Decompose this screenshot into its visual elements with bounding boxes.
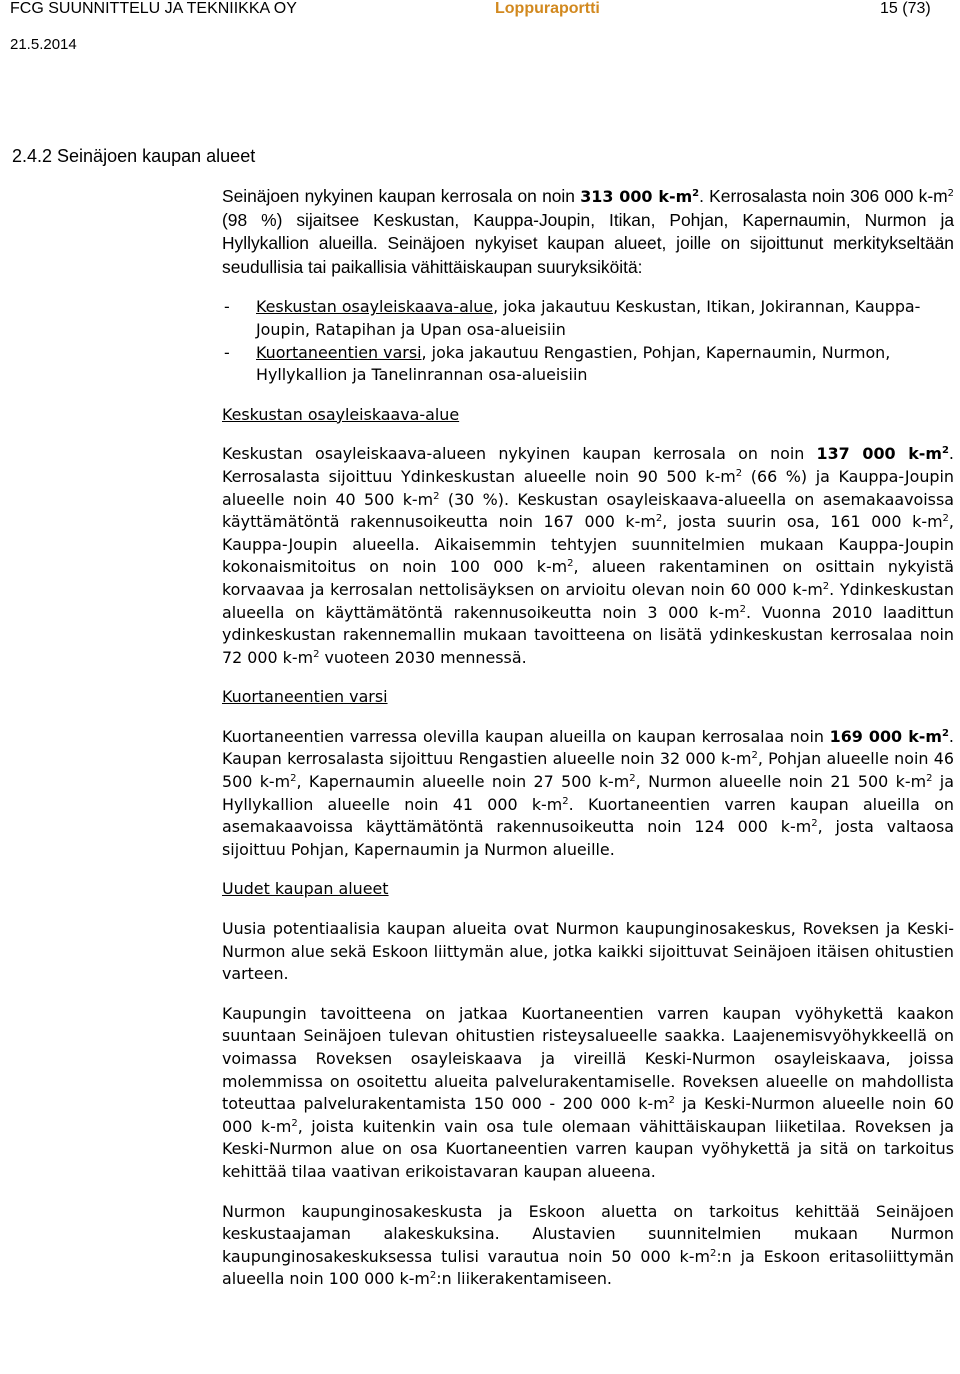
text: . Ydinkeskustan alueella on käyttämätöntä rakennusoikeutta noin 3 000 k-m [222,579,954,622]
superscript: 2 [735,467,743,479]
area-link-keskusta[interactable]: Keskustan osayleiskaava-alue [256,297,494,317]
keskusta-heading: Keskustan osayleiskaava-alue [222,404,460,424]
superscript: 2 [692,188,700,199]
superscript: 2 [562,795,569,807]
list-item-text: , joka jakautuu Keskustan, Itikan, Jokirannan, Kauppa-Joupin, Ratapihan ja Upan osa-alueisiin [256,297,921,339]
superscript: 2 [629,773,636,785]
uudet-paragraph-2 [222,1003,954,1184]
kuortane-heading: Kuortaneentien varsi [222,687,388,707]
text: :n liikerakentamiseen. [436,1269,612,1289]
superscript: 2 [822,580,830,592]
text: ja Keski-Nurmon alueelle noin 60 000 k-m [222,1094,954,1136]
text: ja Hyllykallion alueelle noin 41 000 k-m [222,772,954,814]
superscript: 2 [926,773,933,785]
superscript: 2 [811,818,818,830]
superscript: 2 [290,773,297,785]
superscript: 2 [567,558,574,570]
text: Kaupungin tavoitteena on jatkaa Kuortaneentien varren kaupan vyöhykettä kaakon suuntaan Seinäjoen tulevan ohitustien risteysalueelle saakka. Laajenemisvyöhykkeellä on voimassa Roveksen osayleiskaava ja vireillä Keski-Nurmon osayleiskaava, joissa molemmissa on osoitettu alueita palvelurakentamiselle. Roveksen alueelle on mahdollista toteuttaa palvelurakentamista 150 000 - 200 000 k-m [222,1003,954,1114]
intro-text: (98 %) sijaitsee Keskustan, Kauppa-Joupin, Itikan, Pohjan, Kapernaumin, Nurmon ja Hyllykallion alueilla. [222,209,954,254]
superscript: 2 [291,1117,298,1129]
uudet-paragraph-3 [222,1201,954,1291]
superscript: 2 [942,513,949,525]
list-dash: - [224,297,230,317]
superscript: 2 [941,445,949,457]
list-item [222,342,954,387]
text: , Kauppa-Joupin alueella. Aikaisemmin tehtyjen suunnitelmien mukaan Kauppa-Joupin kokonaismitoitus on noin 100 000 k-m [222,512,954,577]
list-dash: - [224,342,230,362]
kuortane-total-area: 169 000 k-m [829,726,942,746]
list-item [222,296,954,341]
intro-total-area: 313 000 k-m [580,187,693,206]
text: , Nurmon alueelle noin 21 500 k-m [635,772,927,792]
intro-text: . Kerrosalasta noin 306 000 k-m [699,186,948,206]
kuortane-paragraph [222,726,954,862]
superscript: 2 [941,727,949,739]
superscript: 2 [947,188,954,199]
text: , Kapernaumin alueelle noin 27 500 k-m [296,772,630,792]
text: Kuortaneentien varressa olevilla kaupan alueilla on kaupan kerrosalaa noin [222,726,830,746]
area-link-kuortane[interactable]: Kuortaneentien varsi [256,342,422,362]
text: . Vuonna 2010 laadittun ydinkeskustan rakennemallin mukaan tavoitteena on lisätä ydinkeskustan kerrosalaa noin 72 000 k-m [222,602,954,667]
area-list [222,296,954,386]
superscript: 2 [739,603,746,615]
text: , Pohjan alueelle noin 46 500 k-m [222,749,954,792]
list-item-text: , joka jakautuu Rengastien, Pohjan, Kapernaumin, Nurmon, Hyllykallion ja Tanelinrannan osa-alueisiin [256,342,891,385]
intro-paragraph [222,185,954,279]
header-page-number: 15 (73) [880,0,931,17]
uudet-paragraph-1: Uusia potentiaalisia kaupan alueita ovat Nurmon kaupunginosakeskus, Roveksen ja Keski-Nurmon alue sekä Eskoon liittymän alue, jotka kaikki sijoittuvat Seinäjoen itäisen ohitustien varteen. [222,919,954,984]
text: , joista kuitenkin vain osa tule olemaan vähittäiskaupan liiketilaa. Roveksen ja Keski-Nurmon alue on osa Kuortaneentien varren kaupan vyöhykettä ja sitä on tarkoitus kehittää tilaa vaativan erikoistavaran kaupan alueena. [222,1116,954,1181]
text: . Kaupan kerrosalasta sijoittuu Rengastien alueelle noin 32 000 k-m [222,726,954,769]
section-heading: 2.4.2 Seinäjoen kaupan alueet [12,146,256,166]
text: (30 %). Keskustan osayleiskaava-alueella on asemakaavoissa käyttämätöntä rakennusoikeutta noin 167 000 k-m [222,489,954,532]
text: . Kerrosalasta sijoittuu Ydinkeskustan alueelle noin 90 500 k-m [222,444,954,486]
text: , alueen rakentaminen on osittain nykyistä korvaavaa ja kerrosalan nettolisäyksen on arvioitu olevan noin 60 000 k-m [222,557,955,599]
text: vuoteen 2030 mennessä. [319,647,527,667]
superscript: 2 [433,490,440,502]
document-body [222,185,954,1291]
text: , josta suurin osa, 161 000 k-m [662,512,943,532]
text: :n ja Eskoon eritasoliittymän alueella noin 100 000 k-m [222,1246,954,1289]
header-date: 21.5.2014 [10,36,77,53]
superscript: 2 [668,1095,675,1107]
header-report-title: Loppuraportti [495,0,600,17]
superscript: 2 [655,513,663,525]
uudet-heading: Uudet kaupan alueet [222,879,389,899]
text: Keskustan osayleiskaava-alueen nykyinen kaupan kerrosala on noin [222,444,817,464]
keskusta-paragraph [222,443,954,669]
superscript: 2 [709,1247,717,1259]
superscript: 2 [313,648,320,660]
text: , josta valtaosa sijoittuu Pohjan, Kapernaumin ja Nurmon alueille. [222,817,954,859]
intro-text: Seinäjoen nykyiset kaupan alueet, joille on sijoittunut merkitykseltään seudullisia tai paikallisia vähittäiskaupan suuryksiköitä: [222,233,954,277]
keskusta-total-area: 137 000 k-m [816,444,942,464]
text: . Kuortaneentien varren kaupan alueilla on asemakaavoissa käyttämätöntä rakennusoikeutta noin 124 000 k-m [222,794,954,837]
superscript: 2 [751,750,758,762]
text: (66 %) ja Kauppa-Joupin alueelle noin 40 500 k-m [222,466,954,509]
superscript: 2 [429,1270,437,1282]
header-company: FCG SUUNNITTELU JA TEKNIIKKA OY [10,0,297,17]
text: Nurmon kaupunginosakeskusta ja Eskoon aluetta on tarkoitus kehittää Seinäjoen keskustaajaman alakeskuksina. Alustavien suunnitelmien mukaan Nurmon kaupunginosakeskuksessa tulisi varautua noin 50 000 k-m [222,1201,954,1266]
intro-text: Seinäjoen nykyinen kaupan kerrosala on noin [222,186,581,206]
